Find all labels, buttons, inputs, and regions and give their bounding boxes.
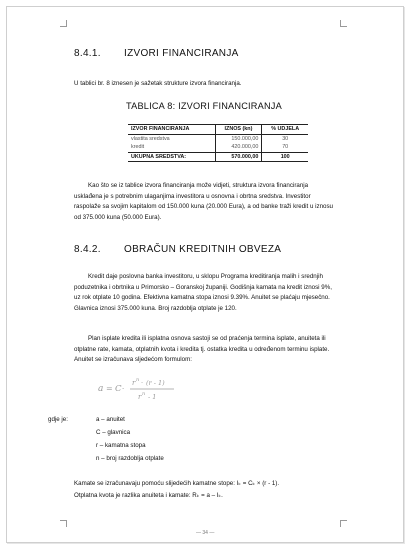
paragraph-line: raspolaže sa svojim kapitalom od 150.000 kuna (20.000 Eura), a od banke traži kredit u iznosu [74, 203, 333, 211]
table-row [128, 143, 308, 152]
paragraph-line: usklađena je s potrebnim ulaganjima investitora u osnovna i obrtna sredstva. Investitor [74, 192, 311, 200]
paragraph-repayment-plan [74, 334, 336, 366]
section-heading-8-4-2 [74, 244, 281, 255]
table-row [128, 134, 308, 143]
table-total-row [128, 152, 308, 162]
annuity-formula [96, 374, 182, 404]
definition-item: a – anuitet [96, 416, 125, 423]
paragraph-line: Plan isplate kredita ili isplatna osnova sastoji se od praćenja termina isplate, anuiteta ili [88, 335, 326, 342]
definition-item: r – kamatna stopa [96, 442, 146, 449]
paragraph-line: Kredit daje poslovna banka investitoru, u sklopu Programa kreditiranja malih i srednjih [88, 273, 323, 280]
paragraph-line: Kao što se iz tablice izvora financiranja može vidjeti, struktura izvora financiranja [88, 182, 309, 189]
paragraph-line: poduzetnika i obrtnika u Primorsko – Goranskoj županiji. Godišnja kamata na kredit iznosi 9%, [74, 283, 332, 291]
quota-formula-line: Otplatna kvota je razlika anuiteta i kamate: Rₖ = a – Iₖ. [74, 492, 223, 499]
section-title: IZVORI FINANCIRANJA [124, 48, 239, 59]
formula-denominator-base: r [138, 393, 142, 401]
formula-times: · [141, 379, 144, 387]
table-cell: UKUPNA SREDSTVA: [128, 152, 215, 162]
interest-formula-line: Kamate se izračunavaju pomoću slijedećih kamatne stope: Iₖ = Cₖ × (r - 1). [74, 480, 280, 487]
table-cell: vlastita sredstva [128, 134, 215, 143]
column-header: % UDJELA [262, 125, 308, 135]
table-cell: 570.000,00 [215, 152, 262, 162]
formula-equals: = [106, 384, 113, 393]
definitions-label: gdje je: [48, 416, 68, 423]
section-title: OBRAČUN KREDITNIH OBVEZA [124, 244, 282, 255]
formula-numerator-base: r [132, 379, 136, 387]
paragraph-line: Glavnica iznosi 375.000 kuna. Broj razdoblja otplate je 120. [74, 304, 237, 312]
paragraph-line: otplatne rate, kamata, otplatnih kvota i kredita tj. ostatka kredita u određenom terminu isplate. [74, 345, 330, 353]
crop-mark [60, 20, 67, 27]
formula-numerator-exponent: n [136, 377, 140, 383]
formula-denominator-exponent: n [142, 391, 146, 397]
table-cell: 70 [282, 144, 289, 150]
table-cell: 420.000,00 [215, 143, 262, 152]
formula-lhs: a [98, 384, 104, 394]
table-cell: 100 [262, 152, 308, 162]
crop-mark [340, 20, 347, 27]
column-header: IZVOR FINANCIRANJA [128, 125, 215, 135]
crop-mark [60, 520, 67, 527]
section-number: 8.4.1. [74, 48, 101, 59]
crop-mark [340, 520, 347, 527]
definition-item: n – broj razdoblja otplate [96, 455, 164, 462]
paragraph-line: od 375.000 kuna (50.000 Eura). [74, 213, 162, 221]
section-heading-8-4-1 [74, 48, 239, 59]
section-number: 8.4.2. [74, 244, 101, 255]
financing-table [128, 124, 308, 162]
definition-item: C – glavnica [96, 429, 131, 436]
table-caption: TABLICA 8: IZVORI FINANCIRANJA [126, 101, 282, 111]
intro-text: U tablici br. 8 iznesen je sažetak strukture izvora financiranja. [74, 80, 242, 87]
formula-denominator-tail: - 1 [148, 393, 157, 401]
table-cell: kredit [128, 143, 215, 152]
table-cell: 30 [282, 135, 289, 142]
formula-principal: C [115, 384, 122, 394]
paragraph-line: Anuitet se izračunava sljedećom formulom: [74, 356, 192, 364]
table-cell: 150.000,00 [215, 134, 262, 143]
paragraph-line: uz rok otplate 10 godina. Efektivna kamatna stopa iznosi 9.39%. Anuitet se plaćaju mjesečno. [74, 294, 330, 302]
formula-times: · [122, 385, 125, 393]
table-header-row [128, 125, 308, 135]
formula-numerator-tail: (r - 1) [146, 379, 165, 387]
paragraph-credit-terms [74, 272, 336, 314]
page-number: — 34 — [196, 530, 215, 536]
column-header: IZNOS (kn) [215, 125, 262, 135]
paragraph-financing-structure [74, 181, 336, 223]
